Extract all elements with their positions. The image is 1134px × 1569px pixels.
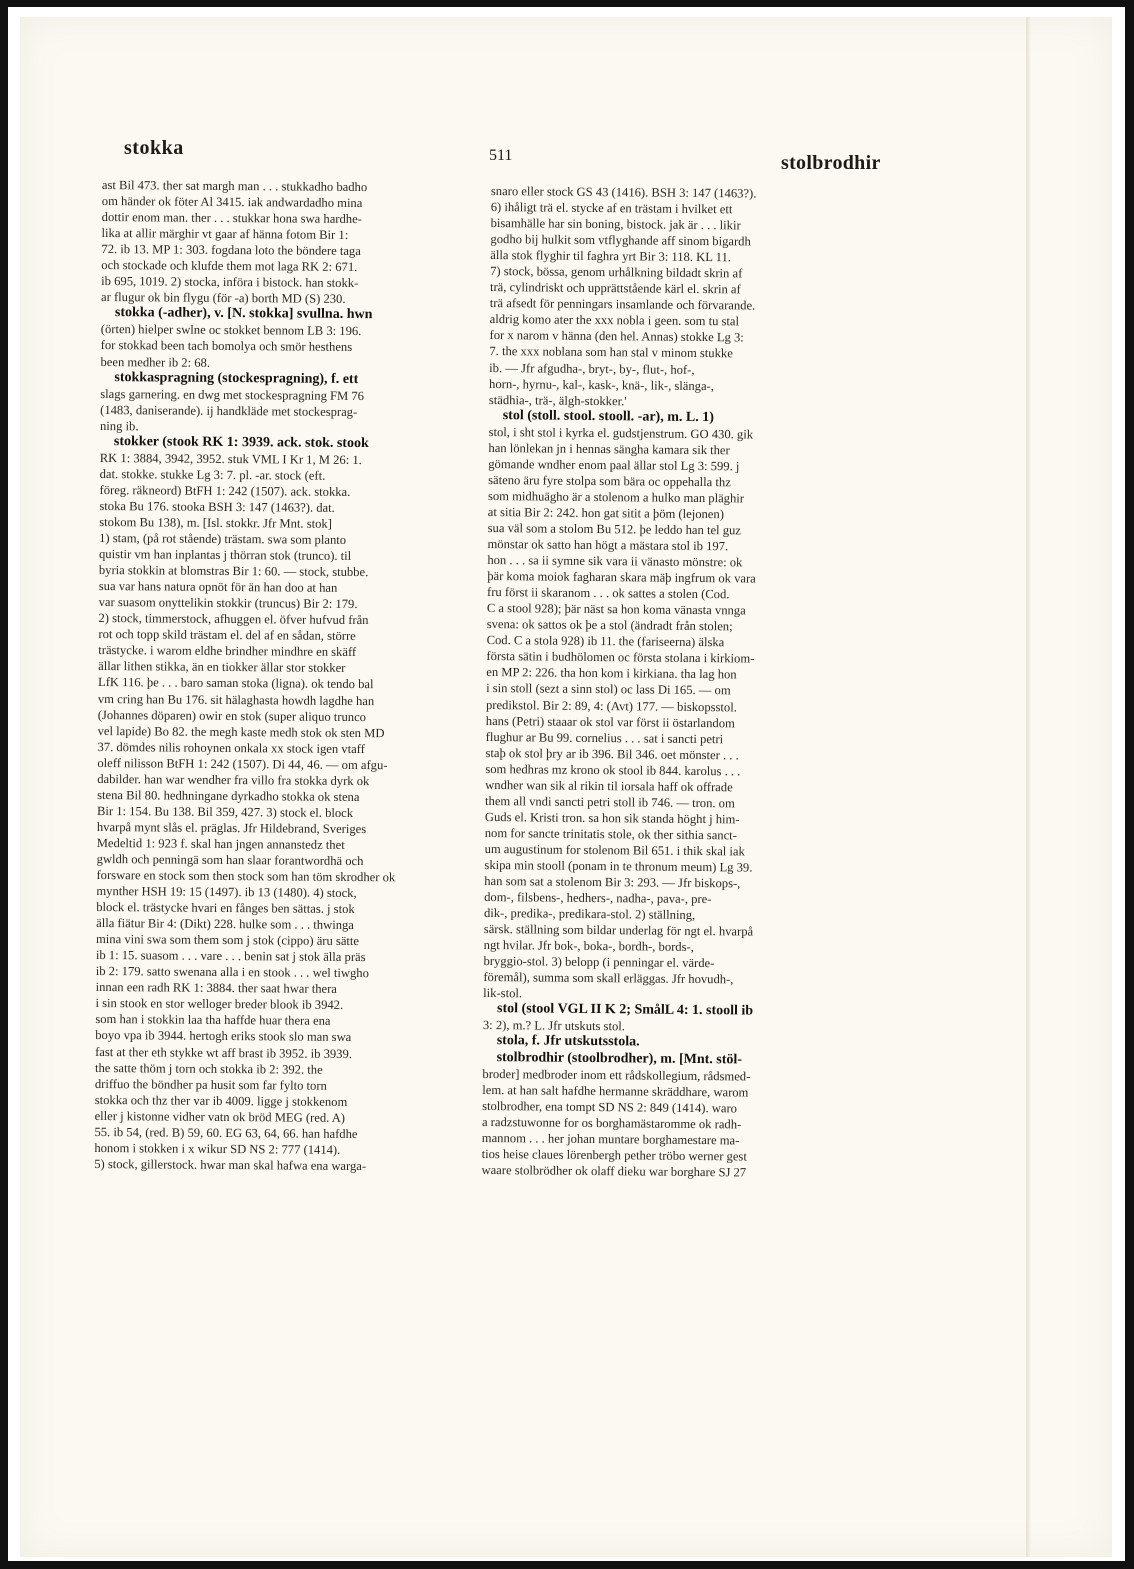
text-line: wndher wan sik al rikin til iorsala haff ok offrade (485, 777, 733, 795)
text-line: sua väl som a stolom Bu 512. þe leddo han tel guz (487, 520, 741, 538)
text-line: for stokkad been tach bomolya och smör hesthens (100, 338, 353, 355)
text-line: flughur ar Bu 99. cornelius . . . sat i sancti petri (485, 729, 724, 746)
text-line: ällar lithen stikka, än en tiokker ällar stor stokker (98, 659, 346, 676)
text-line: forsware en stock som then stock som han töm skrodher ok (96, 867, 396, 885)
text-line: som han i stokkin laa tha haffde huar thera ena (95, 1012, 331, 1029)
text-line: dom-, filsbens-, hedhers-, nadha-, pava-, pre- (484, 890, 712, 907)
text-line: älla stok flyghir til faghra yrt Bir 3: 118. KL 11. (490, 248, 732, 265)
text-line: lem. at han salt hafdhe hermanne skräddhare, warom (482, 1082, 749, 1100)
text-line: ib 695, 1019. 2) stocka, införa i bistock. han stokk- (101, 274, 359, 291)
text-line: 72. ib 13. MP 1: 303. fogdana loto the böndere taga (101, 242, 361, 259)
text-line: hans (Petri) staaar ok stol var först ii östarlandom (485, 713, 735, 730)
text-line: been medher ib 2: 68. (100, 354, 211, 370)
text-line: aldrig komo ater the xxx nobla i geen. som tu stal (489, 312, 740, 329)
text-line: han som sat a stolenom Bir 3: 293. — Jfr biskops-, (484, 873, 741, 891)
text-line: ib 2: 179. satto swenana alla i en stook . . . wel tiwgho (95, 964, 369, 981)
text-line: C a stool 928); þär näst sa hon koma vänasta vnnga (486, 601, 746, 618)
text-line: skipa min stooll (ponam in te thronum meum) Lg 39. (484, 857, 753, 875)
text-line: stol, i sht stol i kyrka el. gudstjenstrum. GO 430. gik (488, 424, 754, 442)
text-line: ast Bil 473. ther sat margh man . . . stukkadho badho (101, 177, 368, 195)
text-line: a radzstuwonne for os borghamästaromme ok radh- (481, 1114, 742, 1132)
text-line: (örten) hielper swlne oc stokket bennom LB 3: 196. (100, 322, 362, 339)
text-line: gömande wndher enom paal ällar stol Lg 3: 599. j (488, 456, 740, 474)
text-line: i sin stoll (sezt a sinn stol) oc lass Di 165. — om (486, 681, 731, 698)
text-line: broder] medbroder inom ett rådskollegium, rådsmed- (482, 1066, 751, 1084)
text-line: mynther HSH 19: 15 (1497). ib 13 (1480). 4) stock, (96, 884, 357, 901)
text-line: quistir vm han inplantas j thörran stok (trunco). til (98, 547, 352, 564)
text-line: snaro eller stock GS 43 (1416). BSH 3: 147 (1463?). (490, 183, 757, 201)
text-line: RK 1: 3884, 3942, 3952. stuk VML I Kr 1, M 26: 1. (99, 450, 362, 467)
text-line: han lönlekan jn i hennas sängha kamara sik ther (488, 440, 730, 458)
text-line: en MP 2: 226. tha hon kom i kirkiana. tha lag hon (486, 665, 737, 682)
text-line: stena Bil 80. hedhningane dyrkadho stokka ok stena (97, 787, 360, 804)
text-line: dik-, predika-, predikara-stol. 2) ställning, (483, 906, 696, 923)
text-line: särsk. ställning som bildar underlag för ngt el. hvarpå (483, 922, 754, 939)
text-line: säteno äru fyre stolpa som bära oc oppehalla thz (488, 472, 731, 490)
text-line: Cod. C a stola 928) ib 11. the (fariseerna) älska (486, 633, 725, 650)
text-line: 2) stock, timmerstock, afhuggen el. öfver hufvud från (98, 611, 369, 628)
text-line: mannom . . . her johan muntare borghamestare ma- (481, 1130, 740, 1148)
text-line: stol (stool VGL II K 2; SmålL 4: 1. stooll ib (496, 1001, 754, 1019)
text-line: stola, f. Jfr utskutsstola. (496, 1033, 640, 1050)
text-line: hvarpå mynt slås el. präglas. Jfr Hildebrand, Sveriges (96, 819, 367, 836)
text-line: 1) stam, (på rot stående) trästam. swa som planto (99, 531, 347, 547)
left-text-column (94, 177, 488, 1175)
text-line: stolbrodhir (stoolbrodher), m. [Mnt. stöl- (496, 1049, 743, 1067)
text-line: honom i stokken i x wikur SD NS 2: 777 (1414). (94, 1140, 341, 1157)
text-line: föreg. räkneord) BtFH 1: 242 (1507). ack. stokka. (99, 482, 351, 499)
text-line: och stockade och klufde them mot laga RK 2: 671. (101, 258, 358, 275)
text-line: 7) stock, bössa, genom urhålkning bildadt skrin af (490, 264, 743, 281)
text-line: ning ib. (99, 418, 139, 433)
text-line: byria stokkin at blomstras Bir 1: 60. — stock, stubbe. (98, 563, 369, 580)
text-line: innan een radh RK 1: 3884. ther saat hwar thera (95, 980, 337, 997)
text-line: 3: 2), m.? L. Jfr utskuts stol. (482, 1018, 626, 1034)
text-line: stokka och thz ther var ib 4009. ligge j stokkenom (94, 1092, 348, 1109)
text-line: första sätin i budhölomen oc första stolana i kirkiom- (486, 649, 755, 666)
text-line: ib 1: 15. suasom . . . vare . . . benin sat j stok älla präs (95, 948, 366, 965)
text-line: slags garnering. en dwg met stockespragning FM 76 (100, 386, 365, 403)
text-line: hon . . . sa ii symne sik vara ii vänasto mönstre: ok (487, 553, 743, 570)
text-line: om händer ok föter Al 3415. iak andwardadho mina (101, 194, 363, 211)
text-line: Guds el. Kristi tron. sa hon sik standa höght j him- (484, 809, 740, 827)
text-line: (1483, daniserande). ij handkläde met stockesprag- (100, 402, 358, 419)
text-line: boyo vpa ib 3944. hertogh eriks stook slo man swa (95, 1028, 352, 1045)
text-line: bisamhälle har sin boning, bistock. jak är . . . likir (490, 216, 741, 233)
text-line: eller j kistonne vidher vatn ok bröd MEG (red. A) (94, 1108, 346, 1125)
text-line: block el. trästycke hvari en fånges ben sättas. j stok (96, 900, 355, 917)
text-line: 5) stock, gillerstock. hwar man skal hafwa ena warga- (94, 1156, 367, 1173)
text-line: fast at ther eth stykke wt aff brast ib 3952. ib 3939. (95, 1044, 353, 1061)
text-line: mönstar ok satto han högt a mästara stol ib 197. (487, 537, 729, 554)
text-line: älla fiätur Bir 4: (Dikt) 228. hulke som . . . thwinga (96, 916, 354, 933)
text-line: driffuo the böndher pa husit som far fylto torn (94, 1076, 327, 1093)
text-line: 55. ib 54, (red. B) 59, 60. EG 63, 64, 66. han hafdhe (94, 1124, 358, 1141)
text-line: predikstol. Bir 2: 89, 4: (Avt) 177. — biskopsstol. (485, 697, 738, 714)
text-line: dabilder. han war wendher fra villo fra stokka dyrk ok (97, 771, 370, 788)
text-line: for x narom v hänna (den hel. Annas) stokke Lg 3: (489, 328, 744, 345)
text-line: trästycke. i warom eldhe brindher mindhre en skäff (98, 643, 357, 660)
text-line: LfK 116. þe . . . baro saman stoka (ligna). ok tendo bal (97, 675, 374, 692)
text-line: stol (stoll. stool. stooll. -ar), m. L. 1) (502, 407, 714, 425)
text-line: svena: ok sattos ok þe a stol (ändradt från stolen; (486, 617, 733, 634)
text-line: ib. — Jfr afgudha-, bryt-, by-, flut-, hof-, (489, 360, 695, 377)
text-line: ngt hvilar. Jfr bok-, boka-, bordh-, bords-, (483, 938, 694, 955)
text-line: föremål), summa som skall erläggas. Jfr hovudh-, (483, 970, 734, 987)
text-line: vel lapide) Bo 82. the megh kaste medh stok ok sten MD (97, 723, 385, 740)
text-line: trä, cylindriskt och upprättstående kärl el. skrin af (489, 280, 741, 297)
running-head-left: stokka (124, 137, 184, 159)
text-line: Medeltid 1: 923 f. skal han jngen annanstedz thet (96, 835, 345, 852)
text-line: stokom Bu 138), m. [Isl. stokkr. Jfr Mnt. stok] (99, 514, 332, 531)
text-line: mina vini swa som them som j stok (cippo) äru sätte (95, 932, 360, 949)
text-line: stokkaspragning (stockespragning), f. ett (114, 369, 359, 387)
text-line: som hedhras mz krono ok stool ib 844. karolus . . . (485, 761, 741, 779)
text-line: bryggio-stol. 3) belopp (i penningar el. värde- (483, 954, 715, 971)
text-line: stolbrodher, ena tompt SD NS 2: 849 (1414). waro (482, 1098, 738, 1116)
page-number: 511 (489, 147, 513, 164)
text-line: um augustinum for stolenom Bil 651. i thik skal iak (484, 841, 745, 859)
running-head-right: stolbrodhir (781, 152, 881, 174)
text-line: godho bij hulkit som vtflyghande aff sinom bigardh (490, 232, 751, 249)
text-line: sua var hans natura opnöt för än han doo at han (98, 579, 338, 596)
text-line: at sitia Bir 2: 242. hon gat sitit a þöm (lejonen) (487, 504, 725, 522)
text-line: städhia-, trä-, älgh-stokker.' (488, 392, 627, 408)
text-line: fru först ii skaranom . . . ok sattes a stolen (Cod. (487, 585, 730, 602)
text-line: þär koma moiok fagharan skara mäþ ingfrum ok vara (487, 569, 756, 586)
text-line: (Johannes döparen) owir en stok (super aliquo trunco (97, 707, 367, 724)
text-line: stoka Bu 176. stooka BSH 3: 147 (1463?). dat. (99, 498, 335, 515)
text-line: trä afsedt för penningars insamlande och förvarande. (489, 296, 756, 313)
text-line: stokker (stook RK 1: 3939. ack. stok. stook (113, 433, 369, 451)
text-line: nom for sancte trinitatis stole, ok ther sithia sanct- (484, 825, 737, 843)
page-fold-shadow (1026, 17, 1030, 1557)
text-line: lika at allir märghir vt gaar af hänna fotom Bir 1: (101, 226, 349, 243)
text-line: lik-stol. (483, 986, 523, 1001)
text-line: staþ ok stol þry ar ib 396. Bil 346. oet mönster . . . (485, 745, 739, 763)
text-line: dottir enom man. ther . . . stukkar hona swa hardhe- (101, 210, 362, 227)
text-line: dat. stokke. stukke Lg 3: 7. pl. -ar. stock (eft. (99, 466, 326, 483)
text-line: i sin stook en stor welloger breder blook ib 3942. (95, 996, 344, 1013)
text-line: var suasom onyttelikin stokkir (truncus) Bir 2: 179. (98, 595, 358, 612)
text-line: them all vndi sancti petri stoll ib 746. — tron. om (485, 793, 735, 811)
text-line: rot och topp skild trästam el. del af en sådan, större (98, 627, 356, 644)
text-line: stokka (-adher), v. [N. stokka] svullna. hwn (114, 305, 373, 323)
text-line: gwldh och penningä som han slaar forantwordhä och (96, 851, 364, 869)
text-line: 7. the xxx noblana som han stal v minom stukke (489, 344, 733, 361)
text-line: ar flugur ok bin flygu (för -a) borth MD (S) 230. (100, 290, 346, 307)
text-line: som midhuägho är a stolenom a hulko man pläghir (487, 488, 745, 506)
text-line: the satte thöm j torn och stokka ib 2: 392. the (94, 1060, 323, 1077)
text-line: horn-, hyrnu-, kal-, kask-, knä-, lik-, slänga-, (489, 376, 715, 393)
text-line: oleff nilisson BtFH 1: 242 (1507). Di 44, 46. — om afgu- (97, 755, 388, 772)
text-line: Bir 1: 154. Bu 138. Bil 359, 427. 3) stock el. block (96, 803, 354, 820)
text-line: waare stolbrödher ok olaff dieku war borghare SJ 27 (481, 1162, 747, 1180)
text-line: vm cring han Bu 176. sit hälaghasta howdh lagdhe han (97, 691, 375, 708)
text-line: 6) ihåligt trä el. stycke af en trästam i hvilket ett (490, 200, 733, 217)
text-line: 37. dömdes nilis rohoynen onkala xx stock igen vtaff (97, 739, 365, 756)
right-text-column (481, 183, 881, 1182)
text-line: tios heise claues lörenbergh pether tröbo werner gest (481, 1146, 747, 1164)
